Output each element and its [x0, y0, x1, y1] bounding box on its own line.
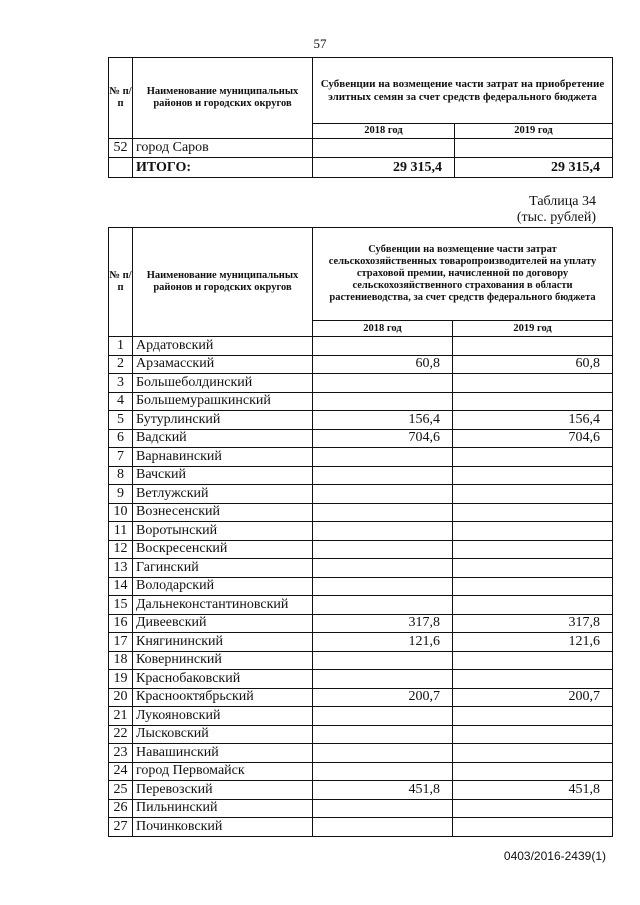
row-name: Бутурлинский — [133, 411, 313, 430]
table-label: Таблица 34 — [529, 194, 596, 209]
row-value-2018 — [313, 670, 453, 689]
row-name: Княгининский — [133, 633, 313, 652]
row-value-2018 — [313, 139, 455, 158]
table-row — [109, 725, 613, 744]
row-value-2018 — [313, 725, 453, 744]
table-row — [109, 744, 613, 763]
row-value-2018: 156,4 — [313, 411, 453, 430]
row-value-2019 — [453, 337, 613, 356]
total-value-2018: 29 315,4 — [313, 158, 455, 178]
row-number: 14 — [109, 577, 133, 596]
insurance-premium-table — [108, 227, 613, 837]
row-value-2018 — [313, 392, 453, 411]
table-row — [109, 614, 613, 633]
row-number: 23 — [109, 744, 133, 763]
table-row — [109, 559, 613, 578]
total-value-2019: 29 315,4 — [455, 158, 613, 178]
row-number: 5 — [109, 411, 133, 430]
row-name: Дальнеконстантиновский — [133, 596, 313, 615]
row-value-2019: 60,8 — [453, 355, 613, 374]
row-value-2019: 451,8 — [453, 781, 613, 800]
row-value-2019 — [453, 522, 613, 541]
row-value-2018 — [313, 707, 453, 726]
units-label: (тыс. рублей) — [516, 210, 596, 225]
table-row — [109, 522, 613, 541]
row-value-2019 — [453, 577, 613, 596]
row-value-2019 — [453, 762, 613, 781]
row-value-2018 — [313, 559, 453, 578]
row-value-2018 — [313, 762, 453, 781]
row-value-2019: 317,8 — [453, 614, 613, 633]
row-value-2019 — [453, 818, 613, 837]
table-row — [109, 707, 613, 726]
table-row — [109, 485, 613, 504]
row-value-2018 — [313, 374, 453, 393]
row-value-2018 — [313, 818, 453, 837]
row-name: Вачский — [133, 466, 313, 485]
table-row — [109, 392, 613, 411]
table-row — [109, 503, 613, 522]
col-header-name: Наименование муниципальных районов и городских округов — [133, 58, 313, 139]
row-value-2019 — [453, 670, 613, 689]
col-header-2019: 2019 год — [455, 124, 613, 139]
col-header-2018: 2018 год — [313, 321, 453, 337]
row-value-2018 — [313, 577, 453, 596]
row-number: 6 — [109, 429, 133, 448]
row-value-2019: 200,7 — [453, 688, 613, 707]
row-value-2019 — [453, 540, 613, 559]
table-row — [109, 466, 613, 485]
col-header-subsidy: Субвенции на возмещение части затрат на приобретение элитных семян за счет средств федерального бюджета — [313, 58, 613, 124]
row-value-2018 — [313, 503, 453, 522]
row-name: Ковернинский — [133, 651, 313, 670]
col-header-2019: 2019 год — [453, 321, 613, 337]
table-caption — [517, 194, 596, 226]
row-name: Воскресенский — [133, 540, 313, 559]
row-number: 16 — [109, 614, 133, 633]
col-header-number: № п/п — [109, 58, 133, 139]
row-number: 13 — [109, 559, 133, 578]
table-row — [109, 799, 613, 818]
row-name: Вознесенский — [133, 503, 313, 522]
table-row — [109, 596, 613, 615]
table-row — [109, 540, 613, 559]
row-name: Краснобаковский — [133, 670, 313, 689]
row-number: 8 — [109, 466, 133, 485]
row-name: Гагинский — [133, 559, 313, 578]
document-code: 0403/2016-2439(1) — [503, 849, 606, 863]
row-number: 15 — [109, 596, 133, 615]
total-label: ИТОГО: — [133, 158, 313, 178]
total-empty-cell — [109, 158, 133, 178]
row-value-2019 — [453, 374, 613, 393]
row-number: 18 — [109, 651, 133, 670]
table-row — [109, 781, 613, 800]
row-number: 26 — [109, 799, 133, 818]
row-value-2019 — [453, 744, 613, 763]
row-value-2018 — [313, 799, 453, 818]
table-row — [109, 651, 613, 670]
row-value-2019 — [453, 503, 613, 522]
row-value-2018 — [313, 485, 453, 504]
row-value-2019: 121,6 — [453, 633, 613, 652]
row-name: город Саров — [133, 139, 313, 158]
row-value-2018 — [313, 540, 453, 559]
table-row — [109, 577, 613, 596]
table-row — [109, 670, 613, 689]
row-name: Лукояновский — [133, 707, 313, 726]
row-number: 27 — [109, 818, 133, 837]
row-name: Дивеевский — [133, 614, 313, 633]
row-name: Арзамасский — [133, 355, 313, 374]
row-name: Володарский — [133, 577, 313, 596]
table-row — [109, 139, 613, 158]
row-number: 10 — [109, 503, 133, 522]
row-value-2018 — [313, 448, 453, 467]
row-number: 1 — [109, 337, 133, 356]
row-value-2019 — [453, 448, 613, 467]
row-value-2018 — [313, 651, 453, 670]
col-header-name: Наименование муниципальных районов и городских округов — [133, 228, 313, 337]
row-value-2019: 704,6 — [453, 429, 613, 448]
row-value-2019: 156,4 — [453, 411, 613, 430]
table-row — [109, 762, 613, 781]
row-number: 4 — [109, 392, 133, 411]
row-number: 20 — [109, 688, 133, 707]
elite-seeds-table-body — [109, 139, 613, 178]
row-value-2019 — [453, 392, 613, 411]
row-number: 21 — [109, 707, 133, 726]
row-number: 9 — [109, 485, 133, 504]
table-row — [109, 374, 613, 393]
row-number: 17 — [109, 633, 133, 652]
insurance-premium-table-body — [109, 337, 613, 837]
col-header-subsidy: Субвенции на возмещение части затрат сельскохозяйственных товаропроизводителей на уплату страховой премии, начисленной по договору сельскохозяйственного страхования в области растениеводства, за счет средств федерального бюджета — [313, 228, 613, 321]
row-number: 11 — [109, 522, 133, 541]
page-number: 57 — [313, 36, 327, 51]
row-name: Краснооктябрьский — [133, 688, 313, 707]
row-value-2018: 704,6 — [313, 429, 453, 448]
row-name: Лысковский — [133, 725, 313, 744]
row-value-2018 — [313, 744, 453, 763]
table-row — [109, 633, 613, 652]
row-number: 52 — [109, 139, 133, 158]
row-value-2019 — [453, 707, 613, 726]
row-number: 22 — [109, 725, 133, 744]
row-name: Большеболдинский — [133, 374, 313, 393]
row-name: город Первомайск — [133, 762, 313, 781]
row-value-2018 — [313, 522, 453, 541]
row-name: Починковский — [133, 818, 313, 837]
row-name: Пильнинский — [133, 799, 313, 818]
row-value-2018: 451,8 — [313, 781, 453, 800]
row-name: Ардатовский — [133, 337, 313, 356]
table-row — [109, 429, 613, 448]
row-value-2018: 121,6 — [313, 633, 453, 652]
row-value-2019 — [453, 799, 613, 818]
row-name: Воротынский — [133, 522, 313, 541]
col-header-number: № п/п — [109, 228, 133, 337]
row-number: 19 — [109, 670, 133, 689]
elite-seeds-table — [108, 57, 613, 178]
col-header-2018: 2018 год — [313, 124, 455, 139]
row-value-2018: 60,8 — [313, 355, 453, 374]
row-number: 24 — [109, 762, 133, 781]
row-number: 7 — [109, 448, 133, 467]
row-value-2018 — [313, 466, 453, 485]
row-value-2018 — [313, 337, 453, 356]
row-name: Перевозский — [133, 781, 313, 800]
row-value-2018 — [313, 596, 453, 615]
row-name: Навашинский — [133, 744, 313, 763]
row-value-2018: 317,8 — [313, 614, 453, 633]
table-row — [109, 355, 613, 374]
row-value-2019 — [453, 485, 613, 504]
row-value-2019 — [453, 466, 613, 485]
row-name: Ветлужский — [133, 485, 313, 504]
table-row — [109, 688, 613, 707]
row-name: Варнавинский — [133, 448, 313, 467]
row-value-2019 — [453, 651, 613, 670]
row-value-2018: 200,7 — [313, 688, 453, 707]
row-number: 2 — [109, 355, 133, 374]
row-number: 12 — [109, 540, 133, 559]
row-name: Вадский — [133, 429, 313, 448]
total-row — [109, 158, 613, 178]
row-value-2019 — [455, 139, 613, 158]
table-row — [109, 411, 613, 430]
row-number: 25 — [109, 781, 133, 800]
row-value-2019 — [453, 725, 613, 744]
table-row — [109, 818, 613, 837]
row-value-2019 — [453, 596, 613, 615]
table-row — [109, 337, 613, 356]
row-number: 3 — [109, 374, 133, 393]
row-value-2019 — [453, 559, 613, 578]
table-row — [109, 448, 613, 467]
row-name: Большемурашкинский — [133, 392, 313, 411]
